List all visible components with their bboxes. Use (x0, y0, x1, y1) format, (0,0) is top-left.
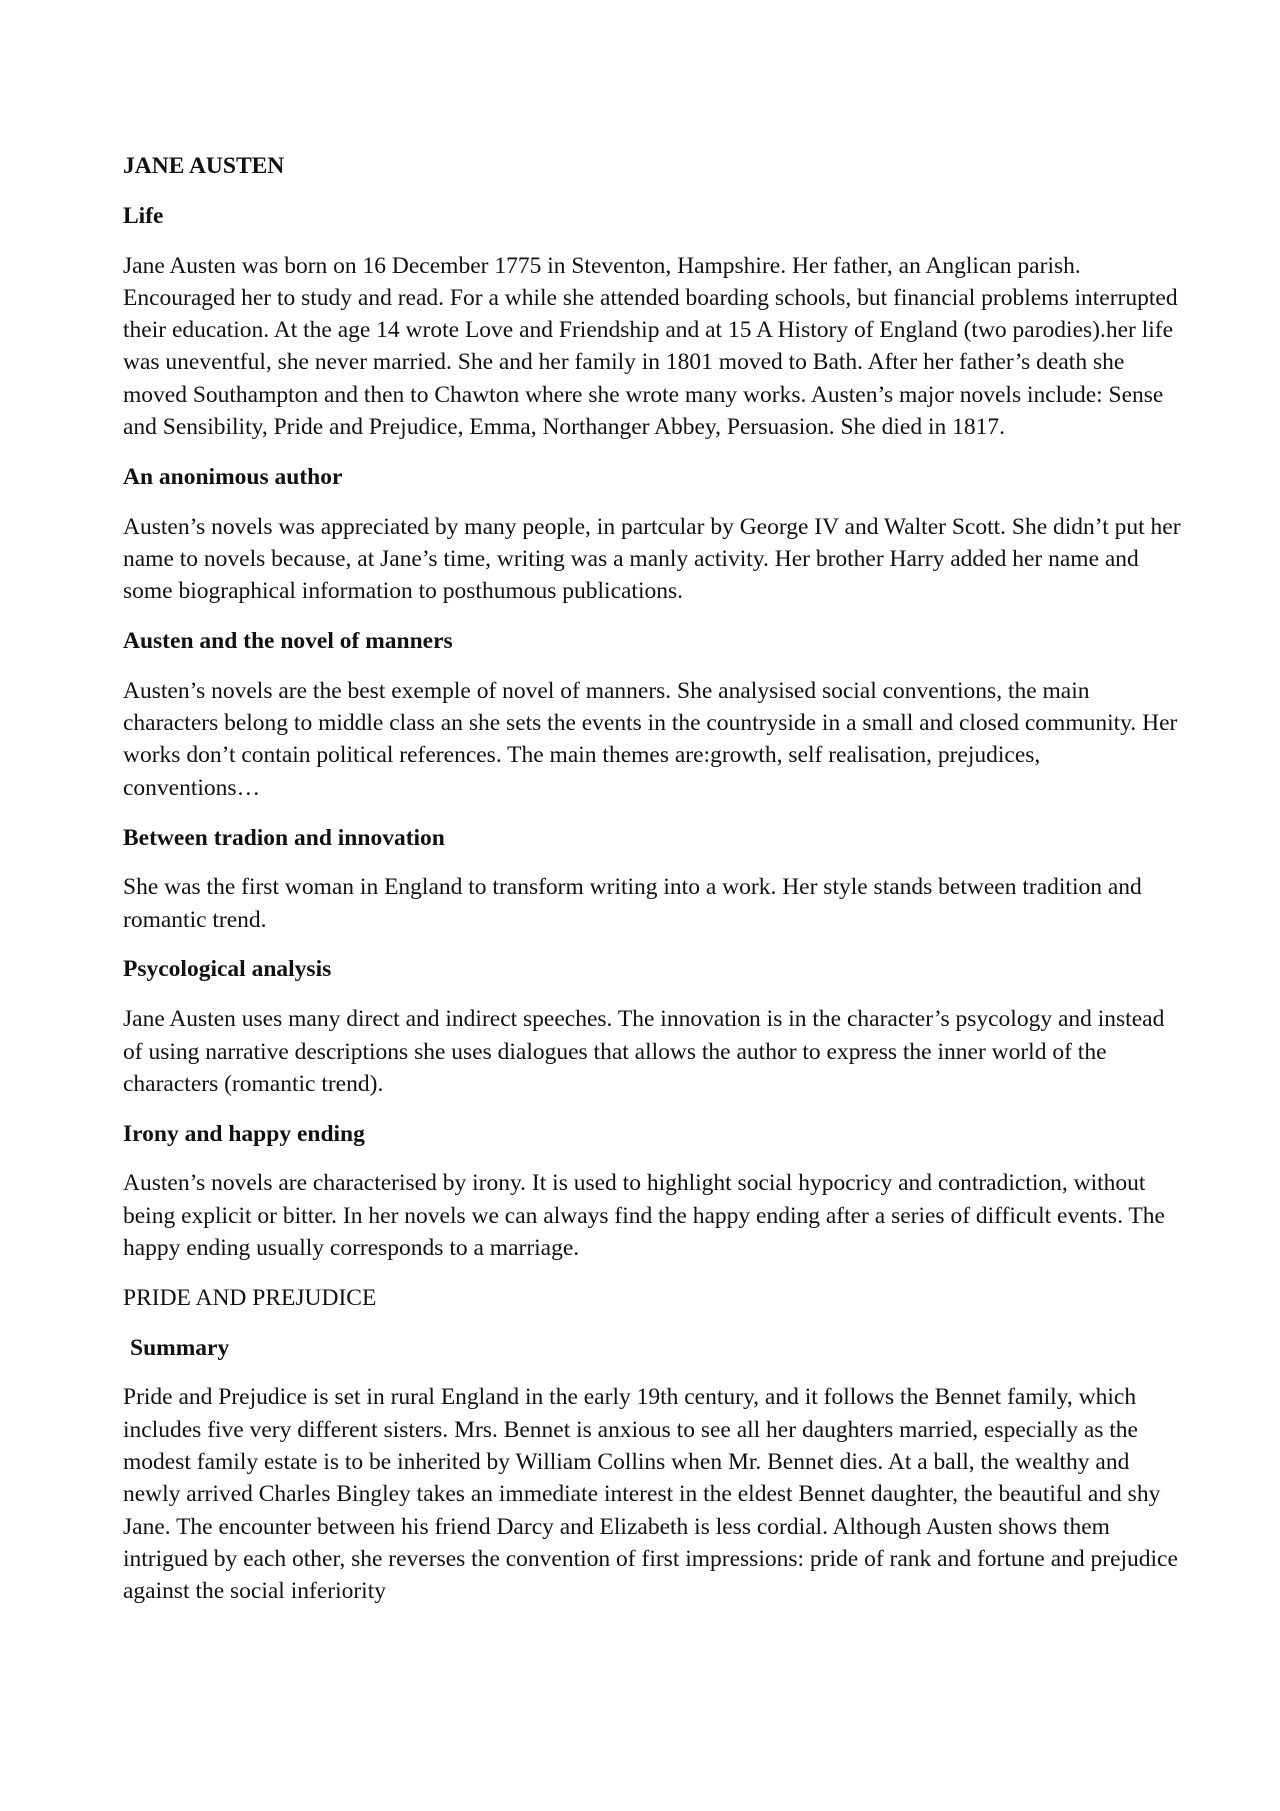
summary-body: Pride and Prejudice is set in rural England in the early 19th century, and it follows the Bennet family, which includes five very different sisters. Mrs. Bennet is anxious to see all her daughters married, especially as the modest family estate is to be inherited by William Collins when Mr. Bennet dies. At a ball, the wealthy and newly arrived Charles Bingley takes an immediate interest in the eldest Bennet daughter, the beautiful and shy Jane. The encounter between his friend Darcy and Elizabeth is less cordial. Although Austen shows them intrigued by each other, she reverses the convention of first impressions: pride of rank and fortune and prejudice against the social inferiority (123, 1384, 1178, 1605)
section-heading-novel-of-manners: Austen and the novel of manners (123, 628, 453, 655)
section-heading-tradion-innovation: Between tradion and innovation (123, 824, 445, 851)
section-heading-anonimous-author: An anonimous author (123, 463, 343, 490)
document-title: JANE AUSTEN (123, 153, 285, 179)
section-body-tradion-innovation: She was the first woman in England to transform writing into a work. Her style stands between tradition and romantic trend. (123, 874, 1142, 933)
section-body-irony-happy-ending: Austen’s novels are characterised by irony. It is used to highlight social hypocricy and contradiction, without being explicit or bitter. In her novels we can always find the happy ending after a series of difficult events. The happy ending usually corresponds to a marriage. (123, 1170, 1165, 1262)
section-body-life: Jane Austen was born on 16 December 1775 in Steventon, Hampshire. Her father, an Anglican parish. Encouraged her to study and read. For a while she attended boarding schools, but financial problems interrupted their education. At the age 14 wrote Love and Friendship and at 15 A History of England (two parodies).her life was uneventful, she never married. She and her family in 1801 moved to Bath. After her father’s death she moved Southampton and then to Chawton where she wrote many works. Austen’s major novels include: Sense and Sensibility, Pride and Prejudice, Emma, Northanger Abbey, Persuasion. She died in 1817. (123, 252, 1178, 441)
section-body-anonimous-author: Austen’s novels was appreciated by many people, in partcular by George IV and Walter Scott. She didn’t put her name to novels because, at Jane’s time, writing was a manly activity. Her brother Harry added her name and some biographical information to posthumous publications. (123, 513, 1181, 605)
section-heading-irony-happy-ending: Irony and happy ending (123, 1120, 365, 1147)
document-subtitle: PRIDE AND PREJUDICE (123, 1284, 377, 1311)
summary-heading: Summary (130, 1334, 230, 1361)
section-heading-psycological-analysis: Psycological analysis (123, 956, 332, 983)
section-body-novel-of-manners: Austen’s novels are the best exemple of novel of manners. She analysised social conventions, the main characters belong to middle class an she sets the events in the countryside in a small and closed community. Her works don’t contain political references. The main themes are:growth, self realisation, prejudices, conventions… (123, 677, 1178, 801)
section-heading-life: Life (123, 202, 164, 229)
section-body-psycological-analysis: Jane Austen uses many direct and indirect speeches. The innovation is in the character’s psycology and instead of using narrative descriptions she uses dialogues that allows the author to express the inner world of the characters (romantic trend). (123, 1006, 1165, 1097)
document-content (123, 150, 1183, 1625)
